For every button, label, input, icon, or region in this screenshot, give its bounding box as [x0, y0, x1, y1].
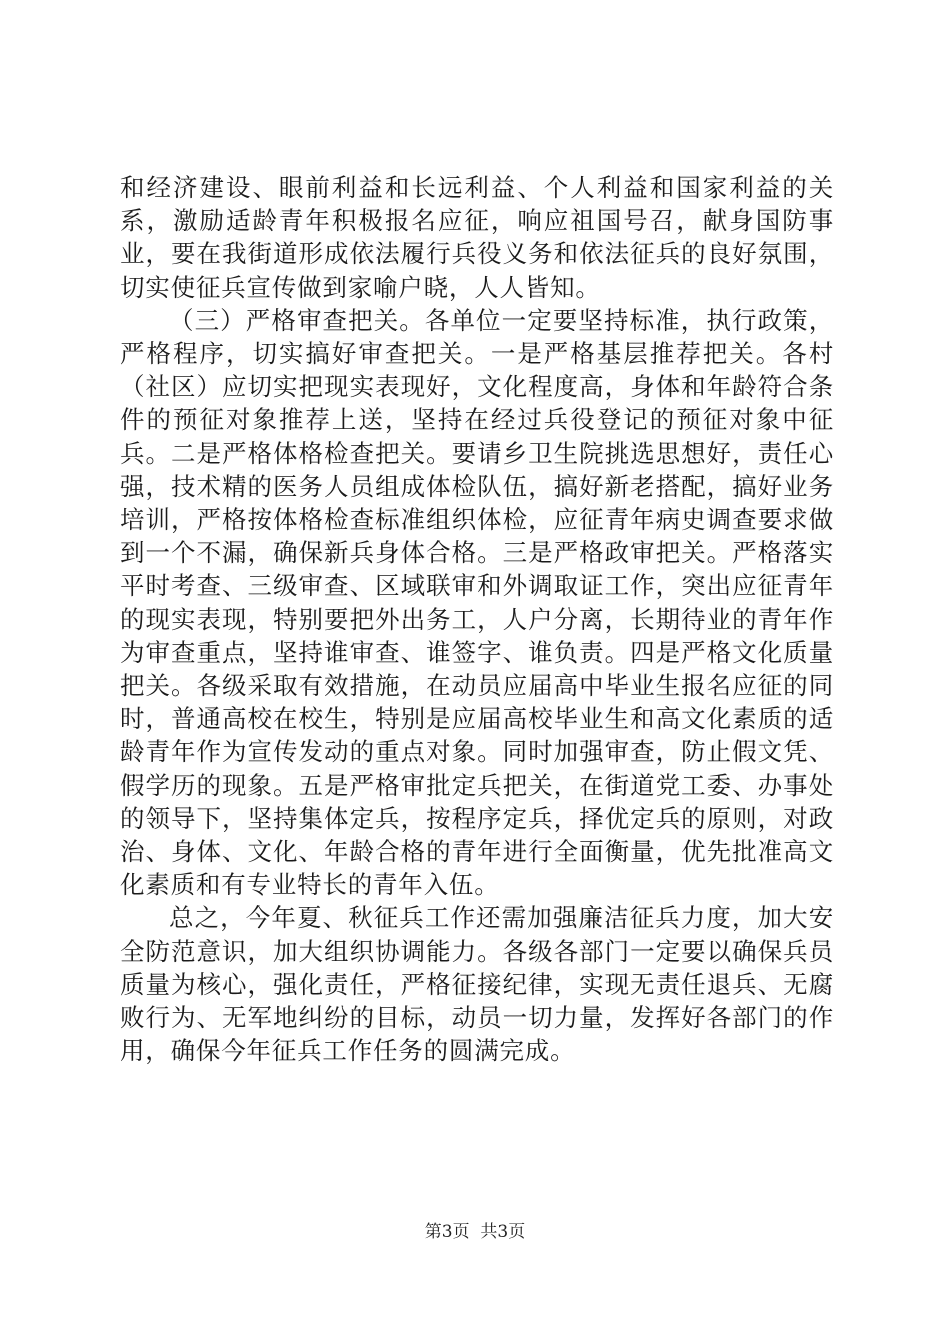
- paragraph-2: （三）严格审查把关。各单位一定要坚持标准，执行政策，严格程序，切实搞好审查把关。一是严格基层推荐把关。各村（社区）应切实把现实表现好，文化程度高，身体和年龄符合条件的预征对象推荐上送，坚持在经过兵役登记的预征对象中征兵。二是严格体格检查把关。要请乡卫生院挑选思想好，责任心强，技术精的医务人员组成体检队伍，搞好新老搭配，搞好业务培训，严格按体格检查标准组织体检，应征青年病史调查要求做到一个不漏，确保新兵身体合格。三是严格政审把关。严格落实平时考查、三级审查、区域联审和外调取证工作，突出应征青年的现实表现，特别要把外出务工，人户分离，长期待业的青年作为审查重点，坚持谁审查、谁签字、谁负责。四是严格文化质量把关。各级采取有效措施，在动员应届高中毕业生报名应征的同时，普通高校在校生，特别是应届高校毕业生和高文化素质的适龄青年作为宣传发动的重点对象。同时加强审查，防止假文凭、假学历的现象。五是严格审批定兵把关，在街道党工委、办事处的领导下，坚持集体定兵，按程序定兵，择优定兵的原则，对政治、身体、文化、年龄合格的青年进行全面衡量，优先批准高文化素质和有专业特长的青年入伍。: [120, 305, 834, 900]
- paragraph-3: 总之，今年夏、秋征兵工作还需加强廉洁征兵力度，加大安全防范意识，加大组织协调能力。各级各部门一定要以确保兵员质量为核心，强化责任，严格征接纪律，实现无责任退兵、无腐败行为、无军地纠纷的目标，动员一切力量，发挥好各部门的作用，确保今年征兵工作任务的圆满完成。: [120, 903, 834, 1066]
- paragraph-1: 和经济建设、眼前利益和长远利益、个人利益和国家利益的关系，激励适龄青年积极报名应征，响应祖国号召，献身国防事业，要在我街道形成依法履行兵役义务和依法征兵的良好氛围，切实使征兵宣传做到家喻户晓，人人皆知。: [120, 173, 834, 302]
- document-body: [120, 171, 834, 1067]
- page-footer: 第3页 共3页: [424, 1222, 526, 1242]
